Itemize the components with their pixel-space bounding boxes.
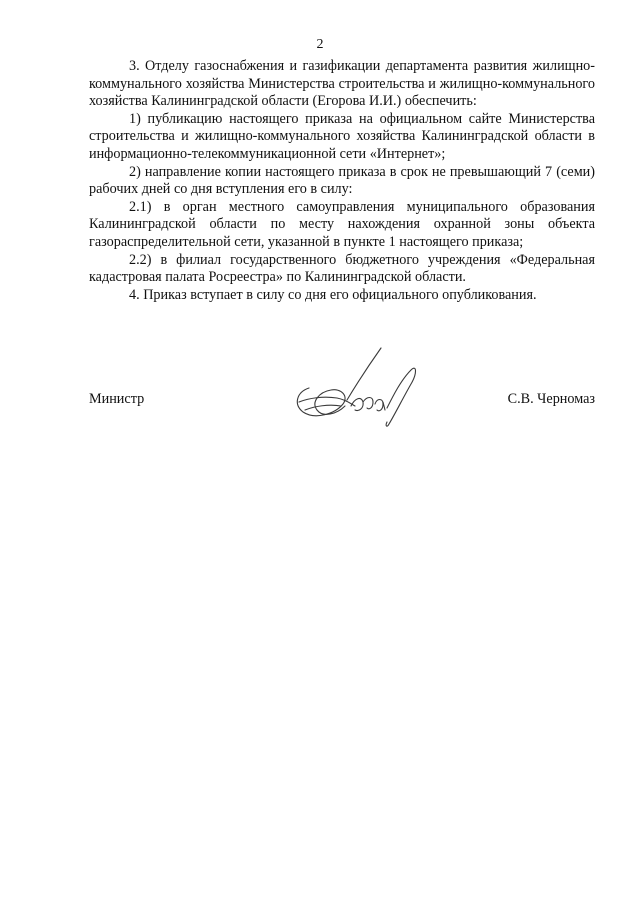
paragraph-4-effective-date: 4. Приказ вступает в силу со дня его официального опубликования.	[129, 286, 537, 303]
paragraph-3-2-send-copy: 2) направление копии настоящего приказа в срок не превышающий 7 (семи) рабочих дней со дня вступления его в силу:	[89, 163, 595, 198]
signature-block	[89, 340, 595, 440]
paragraph-3-2-1-local-authority: 2.1) в орган местного самоуправления муниципального образования Калининградской области по месту нахождения охранной зоны объекта газораспределительной сети, указанной в пункте 1 настоящего приказа;	[89, 198, 595, 250]
signatory-name: С.В. Черномаз	[507, 391, 595, 407]
page-number: 2	[316, 37, 324, 52]
signatory-role: Министр	[89, 391, 145, 407]
paragraph-3-2-2-cadastral-chamber: 2.2) в филиал государственного бюджетного учреждения «Федеральная кадастровая палата Росреестра» по Калининградской области.	[89, 251, 595, 286]
paragraph-3-gas-department: 3. Отделу газоснабжения и газификации департамента развития жилищно-коммунального хозяйства Министерства строительства и жилищно-коммунального хозяйства Калининградской области (Егорова И.И.) обеспечить:	[89, 58, 595, 110]
handwritten-signature	[289, 340, 419, 432]
document-body	[89, 58, 595, 304]
paragraph-3-1-publication: 1) публикацию настоящего приказа на официальном сайте Министерства строительства и жилищно-коммунального хозяйства Калининградской области в информационно-телекоммуникационной сети «Интернет»;	[89, 110, 595, 162]
